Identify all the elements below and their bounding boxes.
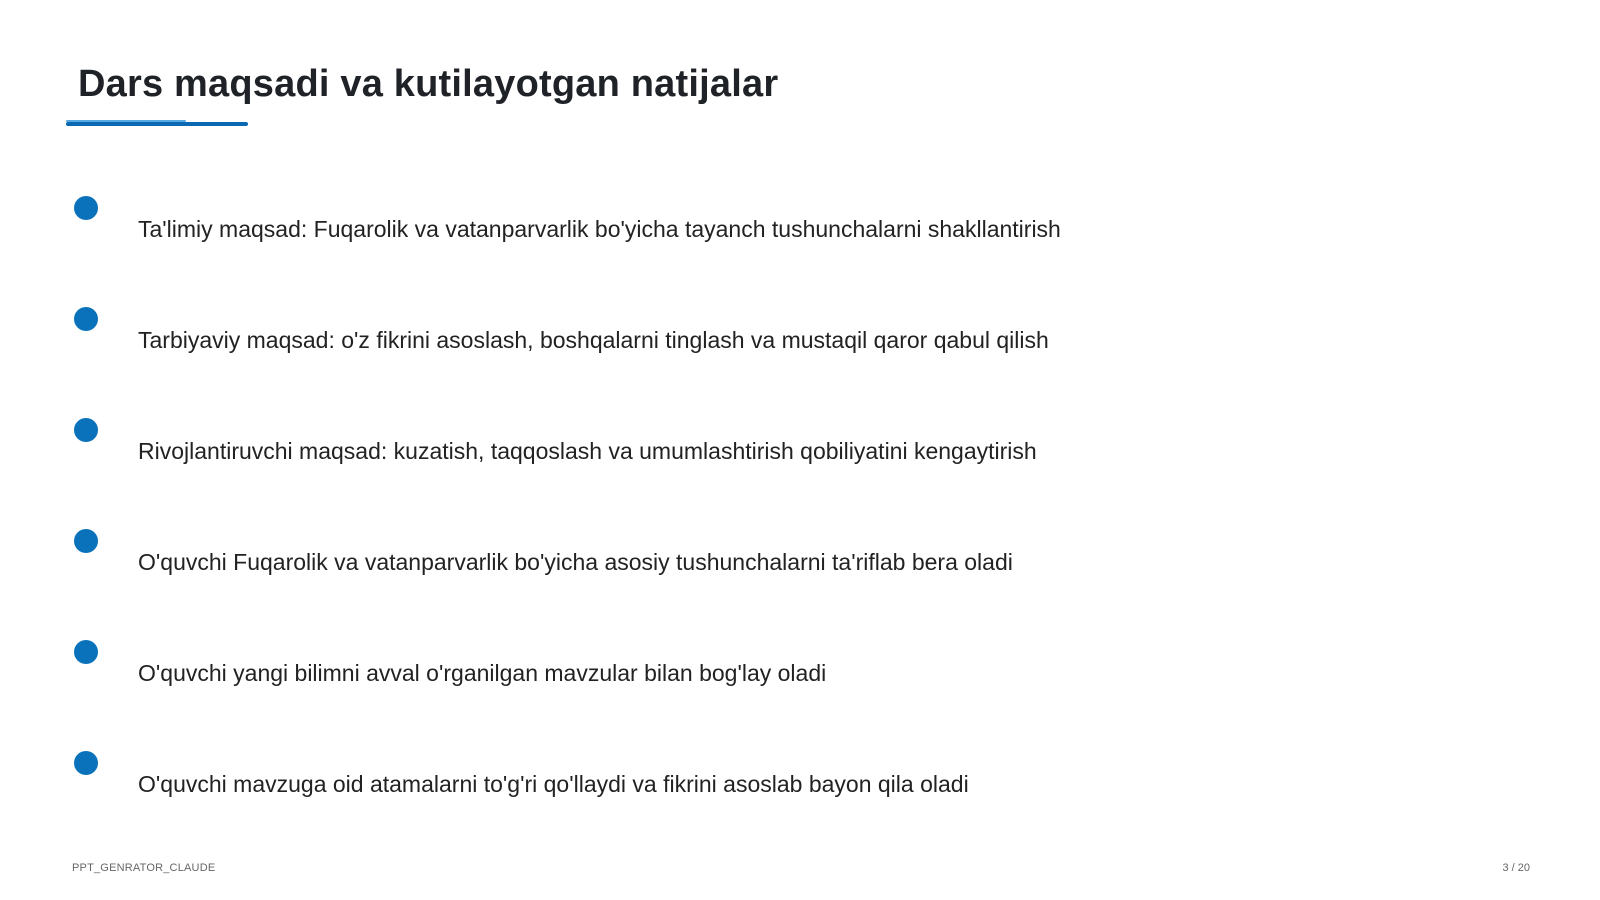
bullet-dot-icon — [74, 751, 98, 775]
bullet-item — [0, 640, 1600, 710]
bullet-dot-icon — [74, 640, 98, 664]
slide-title: Dars maqsadi va kutilayotgan natijalar — [78, 63, 779, 105]
bullet-dot-icon — [74, 529, 98, 553]
bullet-text: Rivojlantiruvchi maqsad: kuzatish, taqqoslash va umumlashtirish qobiliyatini kengaytirish — [138, 438, 1037, 464]
bullet-text: Tarbiyaviy maqsad: o'z fikrini asoslash, boshqalarni tinglash va mustaqil qaror qabul qilish — [138, 327, 1049, 353]
bullet-dot-icon — [74, 418, 98, 442]
footer-brand: PPT_GENRATOR_CLAUDE — [72, 862, 216, 874]
page-number: 3 / 20 — [1502, 862, 1530, 874]
bullet-item — [0, 418, 1600, 488]
bullet-item — [0, 529, 1600, 599]
bullet-text: O'quvchi Fuqarolik va vatanparvarlik bo'yicha asosiy tushunchalarni ta'riflab bera oladi — [138, 549, 1013, 575]
bullet-item — [0, 307, 1600, 377]
bullet-text: Ta'limiy maqsad: Fuqarolik va vatanparvarlik bo'yicha tayanch tushunchalarni shakllantirish — [138, 216, 1061, 242]
bullet-dot-icon — [74, 196, 98, 220]
bullet-text: O'quvchi mavzuga oid atamalarni to'g'ri qo'llaydi va fikrini asoslab bayon qila oladi — [138, 771, 969, 797]
bullet-item — [0, 196, 1600, 266]
bullet-item — [0, 751, 1600, 821]
bullet-dot-icon — [74, 307, 98, 331]
bullet-text: O'quvchi yangi bilimni avval o'rganilgan mavzular bilan bog'lay oladi — [138, 660, 827, 686]
